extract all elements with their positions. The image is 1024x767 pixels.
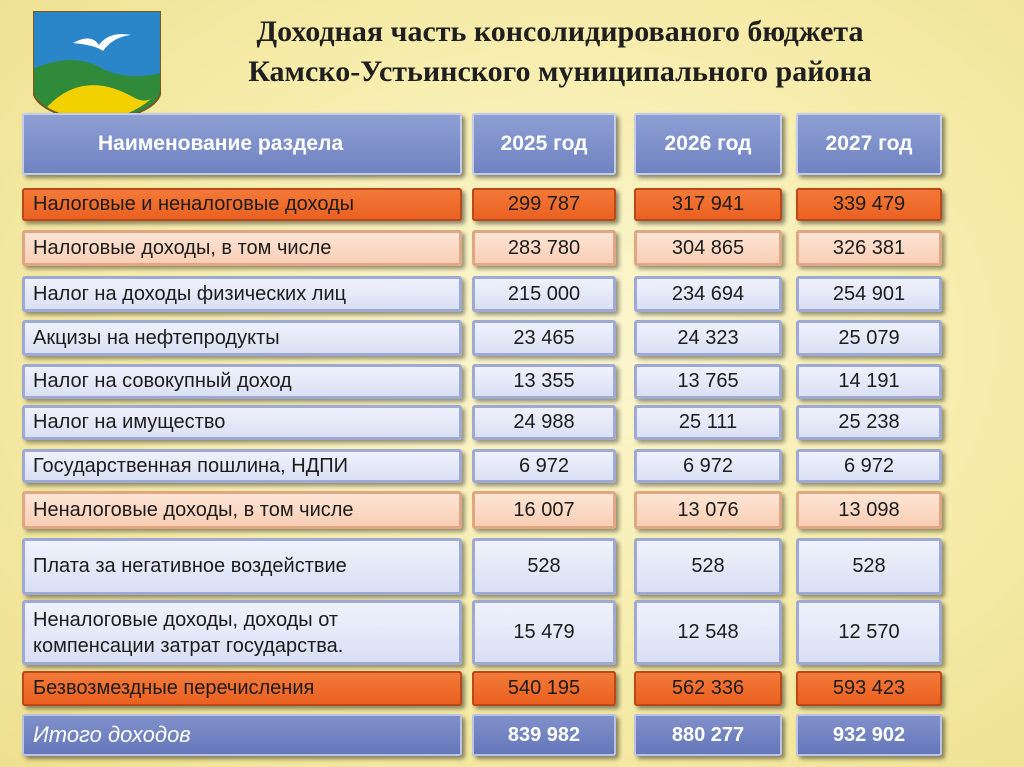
row-value-cell: 6 972 [796,449,942,483]
row-value-cell: 528 [796,538,942,595]
page-title [175,12,945,92]
header-year-2027: 2027 год [796,113,942,175]
row-value-cell: 15 479 [472,600,616,665]
row-value-cell: 254 901 [796,276,942,312]
row-value-cell: 12 570 [796,600,942,665]
row-value-cell: 12 548 [634,600,782,665]
row-value-cell: 528 [634,538,782,595]
row-value-cell: 317 941 [634,188,782,221]
row-value-cell: 339 479 [796,188,942,221]
row-value-cell: 13 765 [634,364,782,399]
row-value-cell: 13 076 [634,491,782,529]
row-value-cell: 13 355 [472,364,616,399]
title-line-1: Доходная часть консолидированого бюджета [256,15,864,48]
row-name-cell: Акцизы на нефтепродукты [22,320,462,356]
row-value-cell: 6 972 [634,449,782,483]
row-value-cell: 25 079 [796,320,942,356]
row-value-cell: 25 238 [796,405,942,440]
header-year-2025: 2025 год [472,113,616,175]
row-value-cell: 25 111 [634,405,782,440]
row-name-cell: Налоговые и неналоговые доходы [22,188,462,221]
row-name-cell: Неналоговые доходы, в том числе [22,491,462,529]
header-year-2026: 2026 год [634,113,782,175]
row-value-cell: 593 423 [796,671,942,706]
row-value-cell: 13 098 [796,491,942,529]
coat-of-arms-icon [33,11,161,123]
header-section-name: Наименование раздела [22,113,462,175]
title-line-2: Камско-Устьинского муниципального района [248,55,872,88]
row-name-cell: Плата за негативное воздействие [22,538,462,595]
row-name-cell: Налог на доходы физических лиц [22,276,462,312]
row-value-cell: 283 780 [472,230,616,266]
row-value-cell: 24 323 [634,320,782,356]
row-value-cell: 234 694 [634,276,782,312]
row-value-cell: 299 787 [472,188,616,221]
row-value-cell: 880 277 [634,714,782,756]
row-value-cell: 562 336 [634,671,782,706]
row-value-cell: 215 000 [472,276,616,312]
row-name-cell: Налог на имущество [22,405,462,440]
row-name-cell: Неналоговые доходы, доходы от компенсации затрат государства. [22,600,462,665]
row-name-cell: Государственная пошлина, НДПИ [22,449,462,483]
row-value-cell: 6 972 [472,449,616,483]
row-value-cell: 540 195 [472,671,616,706]
row-value-cell: 24 988 [472,405,616,440]
row-name-cell: Безвозмездные перечисления [22,671,462,706]
row-value-cell: 932 902 [796,714,942,756]
row-value-cell: 14 191 [796,364,942,399]
row-value-cell: 23 465 [472,320,616,356]
row-value-cell: 528 [472,538,616,595]
row-name-cell: Налог на совокупный доход [22,364,462,399]
row-name-cell: Итого доходов [22,714,462,756]
row-value-cell: 16 007 [472,491,616,529]
row-name-cell: Налоговые доходы, в том числе [22,230,462,266]
row-value-cell: 839 982 [472,714,616,756]
row-value-cell: 326 381 [796,230,942,266]
row-value-cell: 304 865 [634,230,782,266]
